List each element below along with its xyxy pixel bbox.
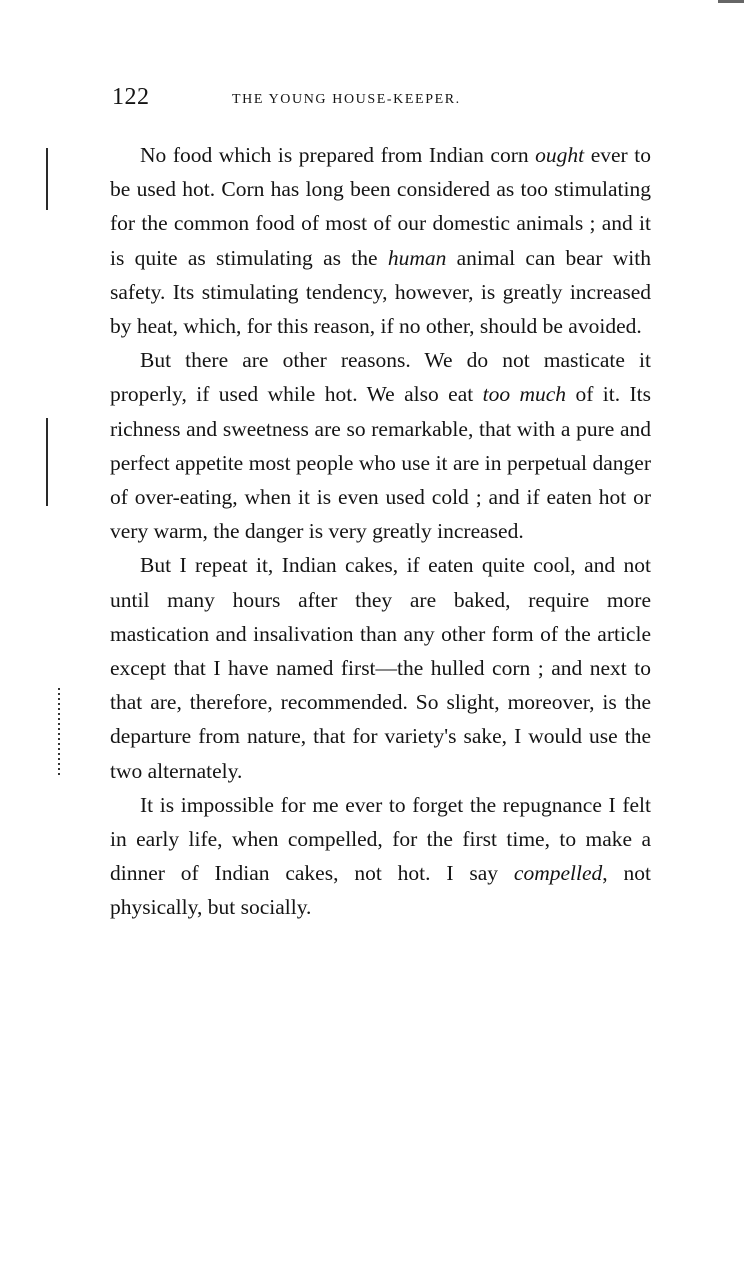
emphasis: compelled bbox=[513, 861, 603, 886]
margin-mark bbox=[58, 688, 60, 778]
paragraph: But I repeat it, Indian cakes, if eaten quite cool, and not until many hours after they are baked, require more mastication and insalivation than any other form of the article except that I have named first—the hulled corn ; and next to that are, therefore, recommended. So slight, moreover, is the departure from nature, that for variety's sake, I would use the two alternately. bbox=[110, 553, 651, 783]
emphasis: ought bbox=[535, 143, 585, 167]
page-header bbox=[112, 84, 672, 114]
emphasis: human bbox=[387, 245, 447, 270]
paragraph: No food which is prepared from Indian corn ought ever to be used hot. Corn has long been considered as too stimulating for the common food of most of our domestic animals ; and it is quite as stimulating as the human animal can bear with safety. Its stimulating tendency, however, is greatly increased by heat, which, for this reason, if no other, should be avoided. bbox=[110, 143, 651, 339]
page-number: 122 bbox=[112, 84, 150, 110]
running-head: THE YOUNG HOUSE-KEEPER. bbox=[232, 92, 461, 107]
scan-edge-mark bbox=[718, 0, 744, 3]
paragraph: It is impossible for me ever to forget the repugnance I felt in early life, when compelled, for the first time, to make a dinner of Indian cakes, not hot. I say compelled, not physically, but socially. bbox=[110, 792, 651, 920]
body-text bbox=[110, 138, 651, 925]
paragraph: But there are other reasons. We do not masticate it properly, if used while hot. We also eat too much of it. Its richness and sweetness are so remarkable, that with a pure and perfect appetite most people who use it are in perpetual danger of over-eating, when it is even used cold ; and if eaten hot or very warm, the danger is very greatly increased. bbox=[110, 348, 652, 544]
emphasis: too much bbox=[482, 382, 567, 407]
margin-mark bbox=[46, 148, 48, 210]
margin-mark bbox=[46, 418, 48, 506]
